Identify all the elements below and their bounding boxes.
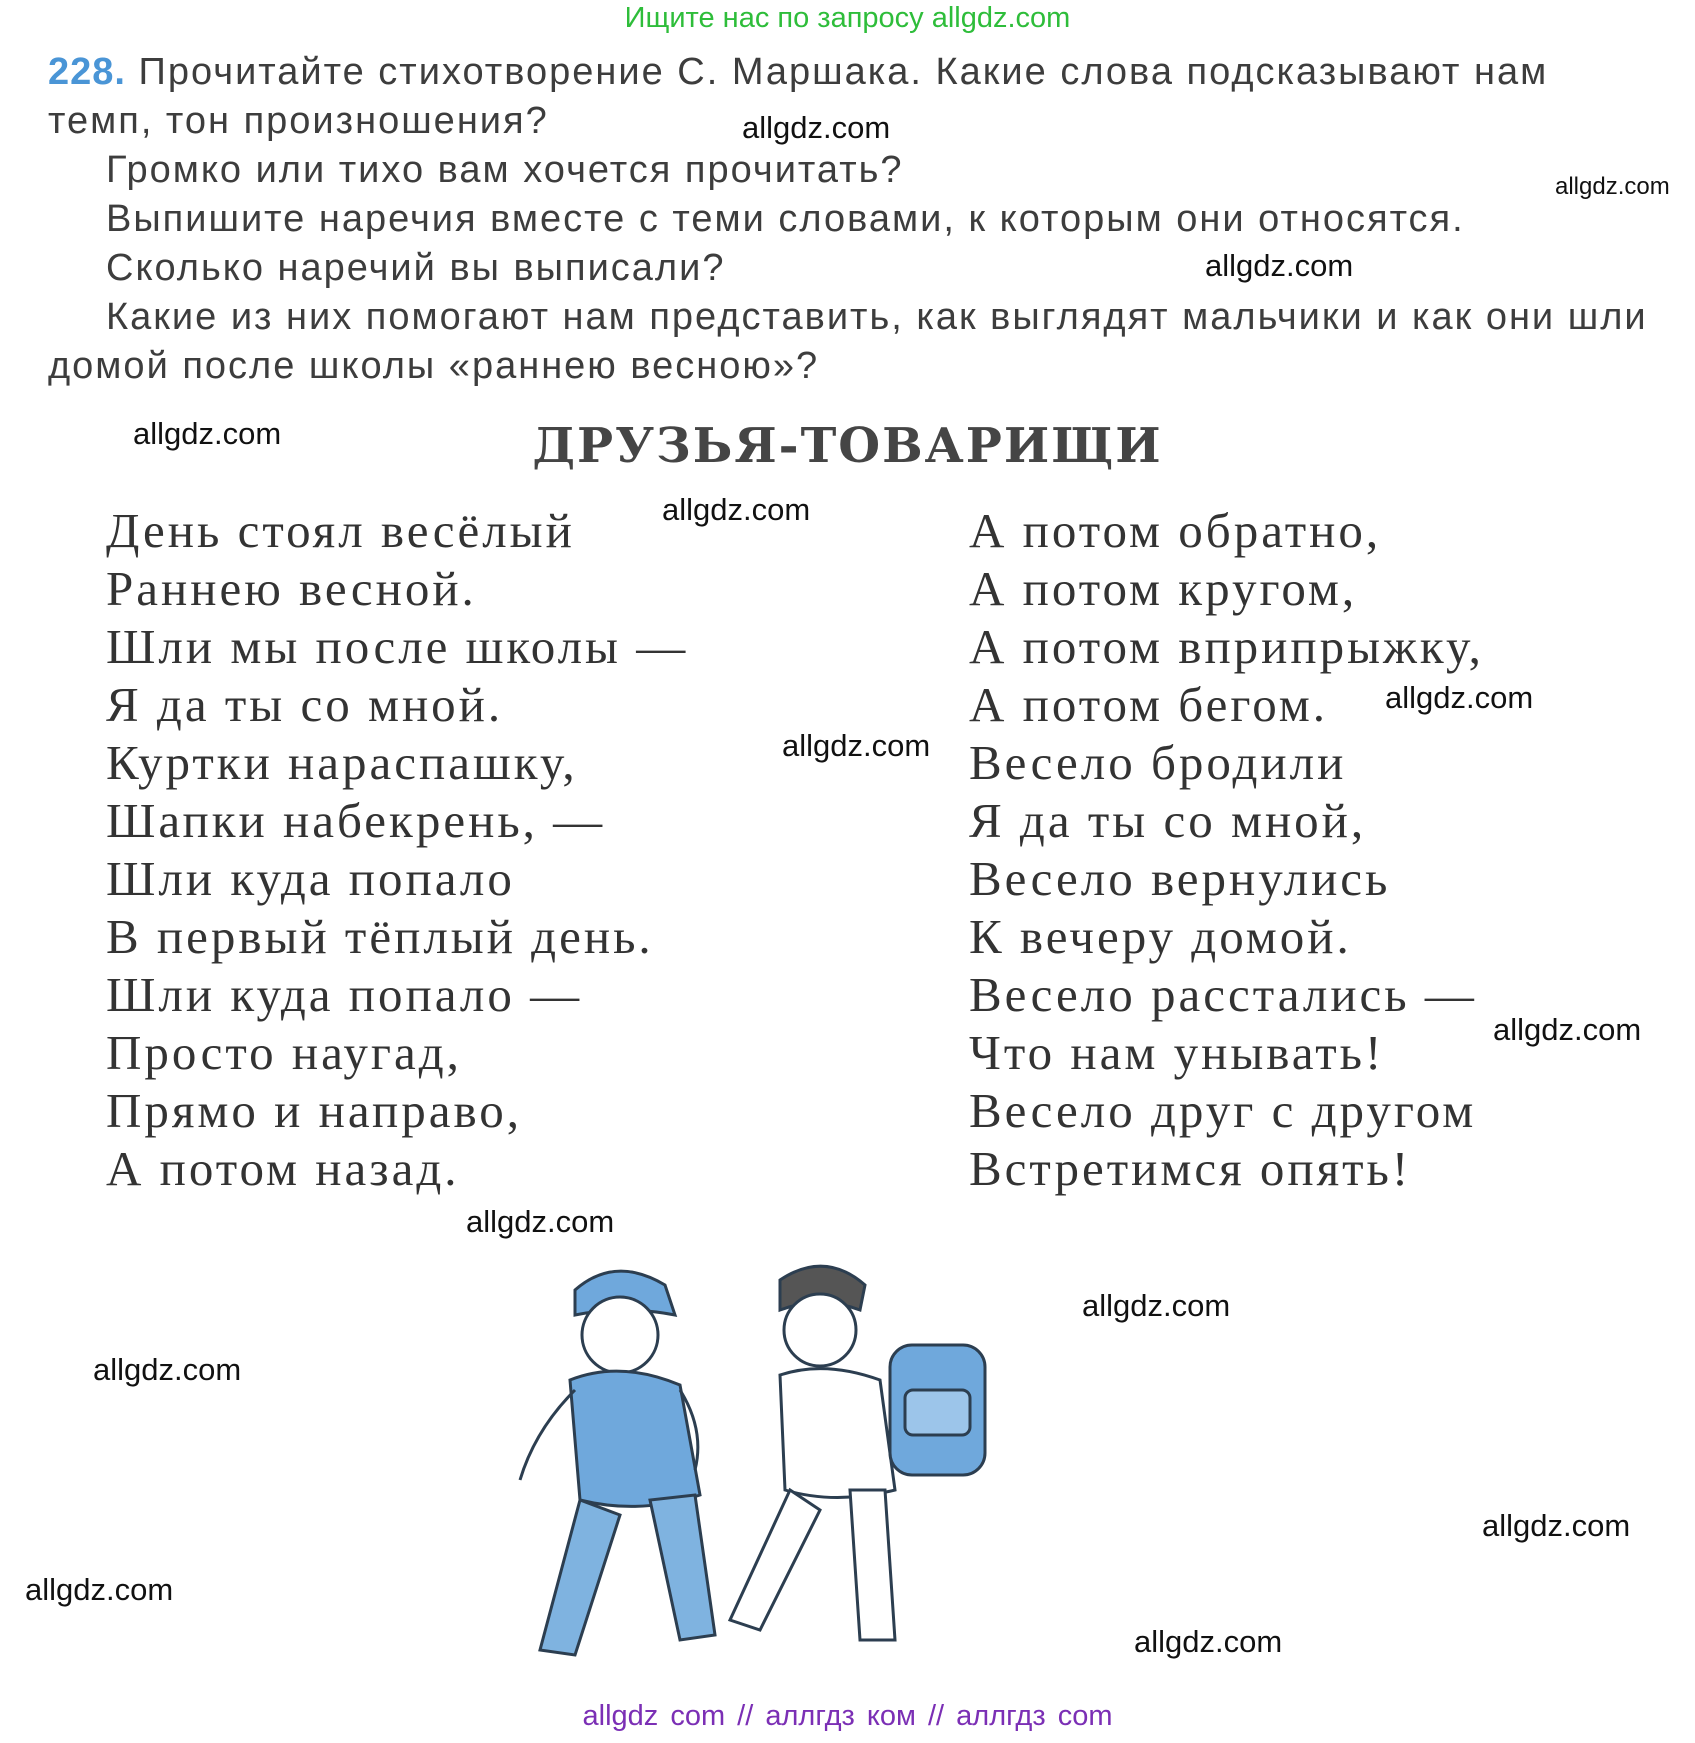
poem-line: Шли куда попало — [106,967,583,1022]
watermark: allgdz.com [1555,173,1670,200]
watermark: allgdz.com [1385,680,1534,715]
watermark: allgdz.com [1205,248,1354,283]
poem-title: ДРУЗЬЯ-ТОВАРИЩИ [532,418,1163,474]
poem-line: Просто наугад, [106,1025,462,1080]
poem-line: Весело бродили [969,735,1347,790]
task-line-2: Громко или тихо вам хочется прочитать? [106,149,904,191]
poem-line: Весело расстались — [969,967,1477,1022]
task-number: 228. [48,51,126,93]
watermark: allgdz.com [466,1204,615,1239]
watermark: allgdz.com [1482,1508,1631,1543]
watermark: allgdz.com [742,110,891,145]
task-line-3: Выпишите наречия вместе с теми словами, к которым они относятся. [106,198,1465,240]
poem-line: Шли мы после школы — [106,619,689,674]
task-line-5: Какие из них помогают нам представить, как выглядят мальчики и как они шли домой после школы «раннею весною»? [48,296,1648,387]
task-block [48,48,1648,391]
watermark: allgdz.com [1134,1624,1283,1659]
task-line-4: Сколько наречий вы выписали? [106,247,726,289]
boys-illustration [480,1250,1070,1690]
poem-line: Шапки набекрень, — [106,793,606,848]
poem-line: Встретимся опять! [969,1141,1412,1196]
watermark: allgdz.com [93,1352,242,1387]
bottom-bar[interactable]: allgdz com // аллгдз ком // аллгдз com [582,1700,1113,1732]
poem-line: А потом бегом. [969,677,1329,732]
poem-right-column [969,502,1484,1198]
poem-line: Весело вернулись [969,851,1391,906]
poem-line: Прямо и направо, [106,1083,523,1138]
poem-line: А потом кругом, [969,561,1358,616]
poem-line: Я да ты со мной. [106,677,504,732]
watermark: allgdz.com [133,416,282,451]
poem-line: Шли куда попало [106,851,515,906]
poem-line: К вечеру домой. [969,909,1352,964]
poem-line: В первый тёплый день. [106,909,654,964]
poem-line: День стоял весёлый [106,503,575,558]
poem-line: Раннею весной. [106,561,477,616]
poem-line: Куртки нараспашку, [106,735,578,790]
poem-line: А потом обратно, [969,503,1382,558]
poem-left-column [106,502,688,1198]
watermark: allgdz.com [1493,1012,1642,1047]
poem-line: А потом назад. [106,1141,460,1196]
watermark: allgdz.com [25,1572,174,1607]
watermark: allgdz.com [662,492,811,527]
task-line-1: 228. Прочитайте стихотворение С. Маршака. Какие слова подсказывают нам темп, тон произношения? [48,51,1549,142]
poem-line: Я да ты со мной, [969,793,1367,848]
poem-line: А потом вприпрыжку, [969,619,1484,674]
watermark: allgdz.com [1082,1288,1231,1323]
poem-line: Весело друг с другом [969,1083,1477,1138]
watermark: allgdz.com [782,728,931,763]
poem-line: Что нам унывать! [969,1025,1385,1080]
top-banner[interactable]: Ищите нас по запросу allgdz.com [624,2,1071,34]
